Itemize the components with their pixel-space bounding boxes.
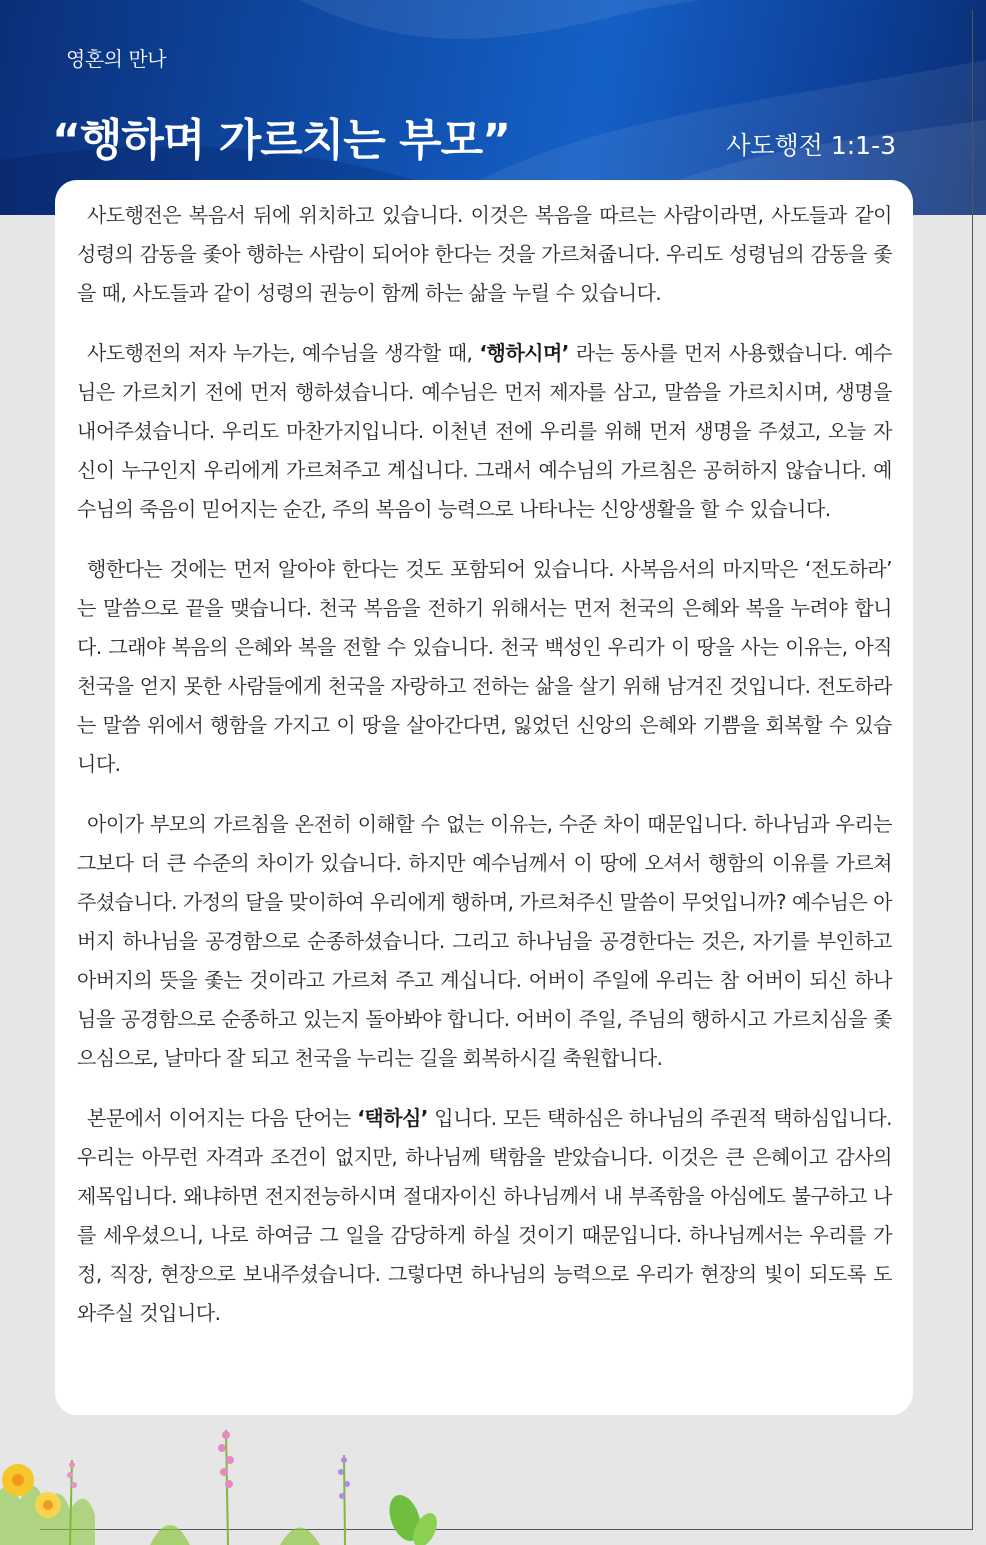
paragraph-text: 라는 동사를 먼저 사용했습니다. 예수님은 가르치기 전에 먼저 행하셨습니다. 예수님은 먼저 제자를 삼고, 말씀을 가르치시며, 생명을 내어주셨습니다. 우리도 마찬가지입니다. 이천년 전에 우리를 위해 먼저 생명을 주셨고, 오늘 자신이 누구인지 우리에게 가르쳐주고 계십니다. 그래서 예수님의 가르침은 공허하지 않습니다. 예수님의 죽음이 믿어지는 순간, 주의 복음이 능력으로 나타나는 신앙생활을 할 수 있습니다.	[77, 341, 892, 521]
paragraph-1	[77, 196, 892, 313]
flower-decoration	[0, 1410, 460, 1545]
paragraph-text: 사도행전은 복음서 뒤에 위치하고 있습니다. 이것은 복음을 따르는 사람이라면, 사도들과 같이 성령의 감동을 좇아 행하는 사람이 되어야 한다는 것을 가르쳐줍니다. 우리도 성령님의 감동을 좇을 때, 사도들과 같이 성령의 권능이 함께 하는 삶을 누릴 수 있습니다.	[77, 203, 892, 305]
page-title: “행하며 가르치는 부모”	[52, 115, 511, 166]
paragraph-4	[77, 805, 892, 1078]
scripture-reference: 사도행전 1:1-3	[726, 131, 896, 160]
article-body	[77, 196, 892, 1354]
frame-line-right	[972, 10, 973, 1530]
paragraph-5	[77, 1099, 892, 1333]
paragraph-2	[77, 334, 892, 529]
paragraph-text: 행한다는 것에는 먼저 알아야 한다는 것도 포함되어 있습니다. 사복음서의 마지막은 ‘전도하라’ 는 말씀으로 끝을 맺습니다. 천국 복음을 전하기 위해서는 먼저 천국의 은혜와 복을 누려야 합니다. 그래야 복음의 은혜와 복을 전할 수 있습니다. 천국 백성인 우리가 이 땅을 사는 이유는, 아직 천국을 얻지 못한 사람들에게 천국을 자랑하고 전하는 삶을 살기 위해 남겨진 것입니다. 전도하라는 말씀 위에서 행함을 가지고 이 땅을 살아간다면, 잃었던 신앙의 은혜와 기쁨을 회복할 수 있습니다.	[77, 557, 892, 776]
paragraph-text: 본문에서 이어지는 다음 단어는	[87, 1106, 358, 1130]
paragraph-text: 사도행전의 저자 누가는, 예수님을 생각할 때,	[87, 341, 480, 365]
emphasized-word: ‘행하시며’	[479, 341, 569, 365]
emphasized-word: ‘택하심’	[357, 1106, 428, 1130]
paragraph-text: 입니다. 모든 택하심은 하나님의 주권적 택하심입니다. 우리는 아무런 자격과 조건이 없지만, 하나님께 택함을 받았습니다. 이것은 큰 은혜이고 감사의 제목입니다. 왜냐하면 전지전능하시며 절대자이신 하나님께서 내 부족함을 아심에도 불구하고 나를 세우셨으니, 나로 하여금 그 일을 감당하게 하실 것이기 때문입니다. 하나님께서는 우리를 가정, 직장, 현장으로 보내주셨습니다. 그렇다면 하나님의 능력으로 우리가 현장의 빛이 되도록 도와주실 것입니다.	[77, 1106, 892, 1325]
paragraph-text: 아이가 부모의 가르침을 온전히 이해할 수 없는 이유는, 수준 차이 때문입니다. 하나님과 우리는 그보다 더 큰 수준의 차이가 있습니다. 하지만 예수님께서 이 땅에 오셔서 행함의 이유를 가르쳐주셨습니다. 가정의 달을 맞이하여 우리에게 행하며, 가르쳐주신 말씀이 무엇입니까? 예수님은 아버지 하나님을 공경함으로 순종하셨습니다. 그리고 하나님을 공경한다는 것은, 자기를 부인하고 아버지의 뜻을 좇는 것이라고 가르쳐 주고 계십니다. 어버이 주일에 우리는 참 어버이 되신 하나님을 공경함으로 순종하고 있는지 돌아봐야 합니다. 어버이 주일, 주님의 행하시고 가르치심을 좇으심으로, 날마다 잘 되고 천국을 누리는 길을 회복하시길 축원합니다.	[77, 812, 892, 1070]
section-label: 영혼의 만나	[66, 47, 166, 71]
paragraph-3	[77, 550, 892, 784]
